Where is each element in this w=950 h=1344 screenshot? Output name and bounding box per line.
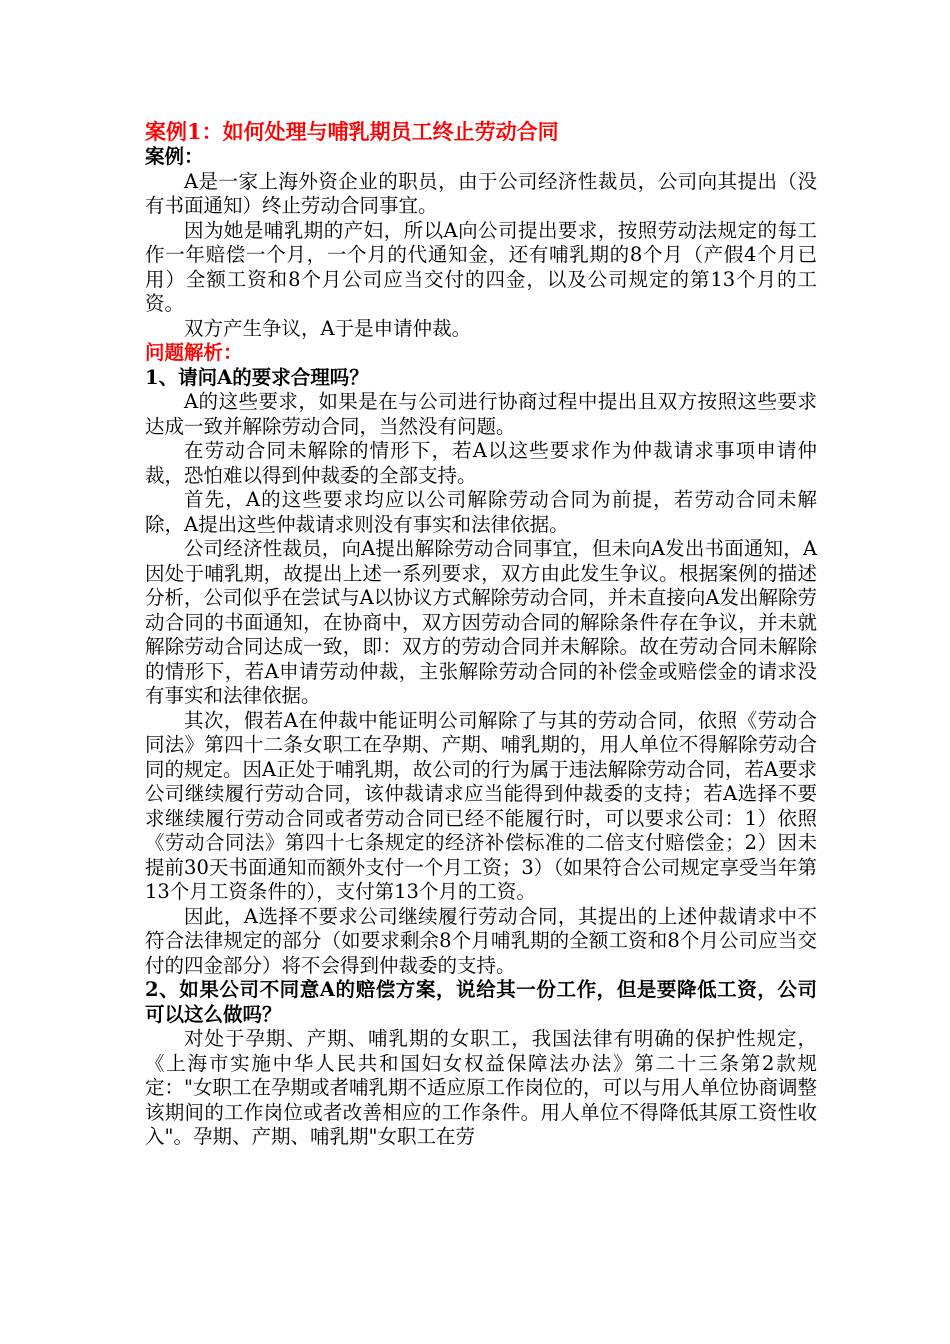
- case-paragraph-2: 因为她是哺乳期的产妇，所以A向公司提出要求，按照劳动法规定的每工作一年赔偿一个月，一个月的代通知金，还有哺乳期的8个月（产假4个月已用）全额工资和8个月公司应当交付的四金，以及公司规定的第13个月的工资。: [145, 218, 817, 315]
- q2-paragraph-1: 对处于孕期、产期、哺乳期的女职工，我国法律有明确的保护性规定，《上海市实施中华人民共和国妇女权益保障法办法》第二十三条第2款规定："女职工在孕期或者哺乳期不适应原工作岗位的，可以与用人单位协商调整该期间的工作岗位或者改善相应的工作条件。用人单位不得降低其原工资性收入"。孕期、产期、哺乳期"女职工在劳: [145, 1027, 817, 1148]
- q1-paragraph-3: 首先，A的这些要求均应以公司解除劳动合同为前提，若劳动合同未解除，A提出这些仲裁请求则没有事实和法律依据。: [145, 488, 817, 536]
- case-title: 案例1：如何处理与哺乳期员工终止劳动合同: [145, 119, 559, 144]
- case-paragraph-3: 双方产生争议，A于是申请仲裁。: [184, 316, 472, 340]
- q1-paragraph-4: 公司经济性裁员，向A提出解除劳动合同事宜，但未向A发出书面通知，A因处于哺乳期，故提出上述一系列要求，双方由此发生争议。根据案例的描述分析，公司似乎在尝试与A以协议方式解除劳动合同，并未直接向A发出解除劳动合同的书面通知，在协商中，双方因劳动合同的解除条件存在争议，并未就解除劳动合同达成一致，即：双方的劳动合同并未解除。故在劳动合同未解除的情形下，若A申请劳动仲裁，主张解除劳动合同的补偿金或赔偿金的请求没有事实和法律依据。: [145, 537, 817, 707]
- question-2: 2、如果公司不同意A的赔偿方案，说给其一份工作，但是要降低工资，公司可以这么做吗？: [145, 978, 817, 1026]
- analysis-label: 问题解析：: [145, 341, 243, 364]
- q1-paragraph-2: 在劳动合同未解除的情形下，若A以这些要求作为仲裁请求事项申请仲裁，恐怕难以得到仲裁委的全部支持。: [145, 439, 817, 487]
- q1-paragraph-1: A的这些要求，如果是在与公司进行协商过程中提出且双方按照这些要求达成一致并解除劳动合同，当然没有问题。: [145, 390, 817, 438]
- q1-paragraph-5: 其次，假若A在仲裁中能证明公司解除了与其的劳动合同，依照《劳动合同法》第四十二条女职工在孕期、产期、哺乳期的，用人单位不得解除劳动合同的规定。因A正处于哺乳期，故公司的行为属于违法解除劳动合同，若A要求公司继续履行劳动合同，该仲裁请求应当能得到仲裁委的支持；若A选择不要求继续履行劳动合同或者劳动合同已经不能履行时，可以要求公司：1）依照《劳动合同法》第四十七条规定的经济补偿标准的二倍支付赔偿金；2）因未提前30天书面通知而额外支付一个月工资；3）（如果符合公司规定享受当年第13个月工资条件的），支付第13个月的工资。: [145, 708, 817, 903]
- case-label: 案例：: [145, 145, 204, 168]
- document-page: [145, 118, 817, 1150]
- question-1: 1、请问A的要求合理吗？: [145, 365, 369, 389]
- q1-paragraph-6: 因此，A选择不要求公司继续履行劳动合同，其提出的上述仲裁请求中不符合法律规定的部分（如要求剩余8个月哺乳期的全额工资和8个月公司应当交付的四金部分）将不会得到仲裁委的支持。: [145, 904, 817, 977]
- case-paragraph-1: A是一家上海外资企业的职员，由于公司经济性裁员，公司向其提出（没有书面通知）终止劳动合同事宜。: [145, 169, 817, 217]
